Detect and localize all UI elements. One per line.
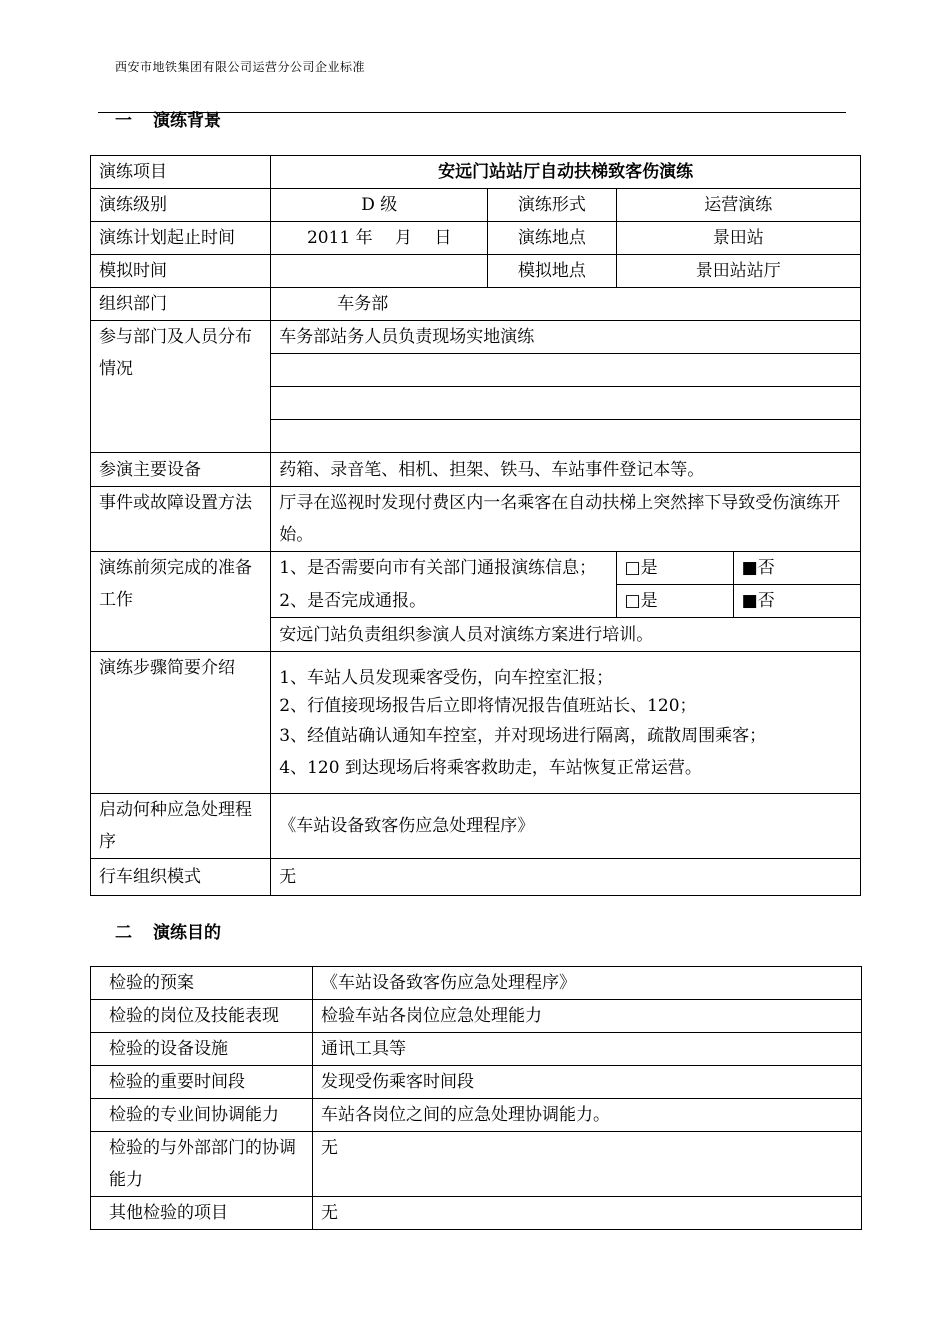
step-item: 3、经值站确认通知车控室，并对现场进行隔离，疏散周围乘客； xyxy=(279,726,767,746)
prep-note: 安远门站负责组织参演人员对演练方案进行培训。 xyxy=(271,618,861,652)
steps-list xyxy=(271,652,861,794)
level-value: D 级 xyxy=(271,189,488,222)
project-label: 演练项目 xyxy=(91,156,271,189)
step-item: 4、120 到达现场后将乘客救助走，车站恢复正常运营。 xyxy=(279,758,702,778)
mode-label: 行车组织模式 xyxy=(91,859,271,896)
prep-question-1: 1、是否需要向市有关部门通报演练信息； xyxy=(271,552,616,585)
purpose-label: 检验的与外部部门的协调能力 xyxy=(91,1132,313,1197)
time-label: 演练计划起止时间 xyxy=(91,222,271,255)
section-2-title: 演练目的 xyxy=(153,923,221,943)
steps-label: 演练步骤简要介绍 xyxy=(91,652,271,794)
participants-label: 参与部门及人员分布情况 xyxy=(91,321,271,453)
procedure-value: 《车站设备致客伤应急处理程序》 xyxy=(271,794,861,859)
section-1-heading xyxy=(115,106,221,131)
purpose-value: 发现受伤乘客时间段 xyxy=(313,1066,862,1099)
sim-time-value xyxy=(271,255,488,288)
place-label: 演练地点 xyxy=(488,222,616,255)
project-value: 安远门站站厅自动扶梯致客伤演练 xyxy=(271,156,861,189)
purpose-value: 检验车站各岗位应急处理能力 xyxy=(313,1000,862,1033)
form-label: 演练形式 xyxy=(488,189,616,222)
mode-value: 无 xyxy=(271,859,861,896)
sim-time-label: 模拟时间 xyxy=(91,255,271,288)
participants-blank-row xyxy=(271,387,861,420)
purpose-value: 无 xyxy=(313,1132,862,1197)
purpose-label: 检验的岗位及技能表现 xyxy=(91,1000,313,1033)
section-1-number: 一 xyxy=(115,111,132,131)
section-1-title: 演练背景 xyxy=(153,111,221,131)
sim-place-label: 模拟地点 xyxy=(488,255,616,288)
prep-q1-yes-checkbox: □是 xyxy=(616,552,733,585)
purpose-label: 检验的预案 xyxy=(91,967,313,1000)
purpose-value: 车站各岗位之间的应急处理协调能力。 xyxy=(313,1099,862,1132)
place-value: 景田站 xyxy=(616,222,860,255)
section-2-heading xyxy=(115,918,221,943)
org-label: 组织部门 xyxy=(91,288,271,321)
prep-q2-no-checkbox: ■否 xyxy=(733,585,860,618)
purpose-label: 检验的重要时间段 xyxy=(91,1066,313,1099)
prep-q1-no-checkbox: ■否 xyxy=(733,552,860,585)
equipment-value: 药箱、录音笔、相机、担架、铁马、车站事件登记本等。 xyxy=(271,453,861,487)
step-item: 2、行值接现场报告后立即将情况报告值班站长、120； xyxy=(279,696,697,716)
purpose-value: 《车站设备致客伤应急处理程序》 xyxy=(313,967,862,1000)
purpose-value: 无 xyxy=(313,1197,862,1230)
background-table xyxy=(90,155,861,896)
equipment-label: 参演主要设备 xyxy=(91,453,271,487)
prep-label: 演练前须完成的准备工作 xyxy=(91,552,271,652)
sim-place-value: 景田站站厅 xyxy=(616,255,860,288)
participants-blank-row xyxy=(271,420,861,453)
fault-label: 事件或故障设置方法 xyxy=(91,487,271,552)
org-value: 车务部 xyxy=(271,288,861,321)
participants-blank-row xyxy=(271,354,861,387)
purpose-table xyxy=(90,966,862,1230)
form-value: 运营演练 xyxy=(616,189,860,222)
participants-value: 车务部站务人员负责现场实地演练 xyxy=(271,321,861,354)
step-item: 1、车站人员发现乘客受伤，向车控室汇报； xyxy=(279,668,614,688)
section-2-number: 二 xyxy=(115,923,132,943)
fault-value: 厅寻在巡视时发现付费区内一名乘客在自动扶梯上突然摔下导致受伤演练开始。 xyxy=(271,487,861,552)
purpose-label: 检验的专业间协调能力 xyxy=(91,1099,313,1132)
prep-question-2: 2、是否完成通报。 xyxy=(271,585,616,618)
prep-q2-yes-checkbox: □是 xyxy=(616,585,733,618)
level-label: 演练级别 xyxy=(91,189,271,222)
purpose-label: 其他检验的项目 xyxy=(91,1197,313,1230)
purpose-label: 检验的设备设施 xyxy=(91,1033,313,1066)
time-value: 2011 年 月 日 xyxy=(271,222,488,255)
document-header: 西安市地铁集团有限公司运营分公司企业标准 xyxy=(115,60,366,74)
procedure-label: 启动何种应急处理程序 xyxy=(91,794,271,859)
purpose-value: 通讯工具等 xyxy=(313,1033,862,1066)
